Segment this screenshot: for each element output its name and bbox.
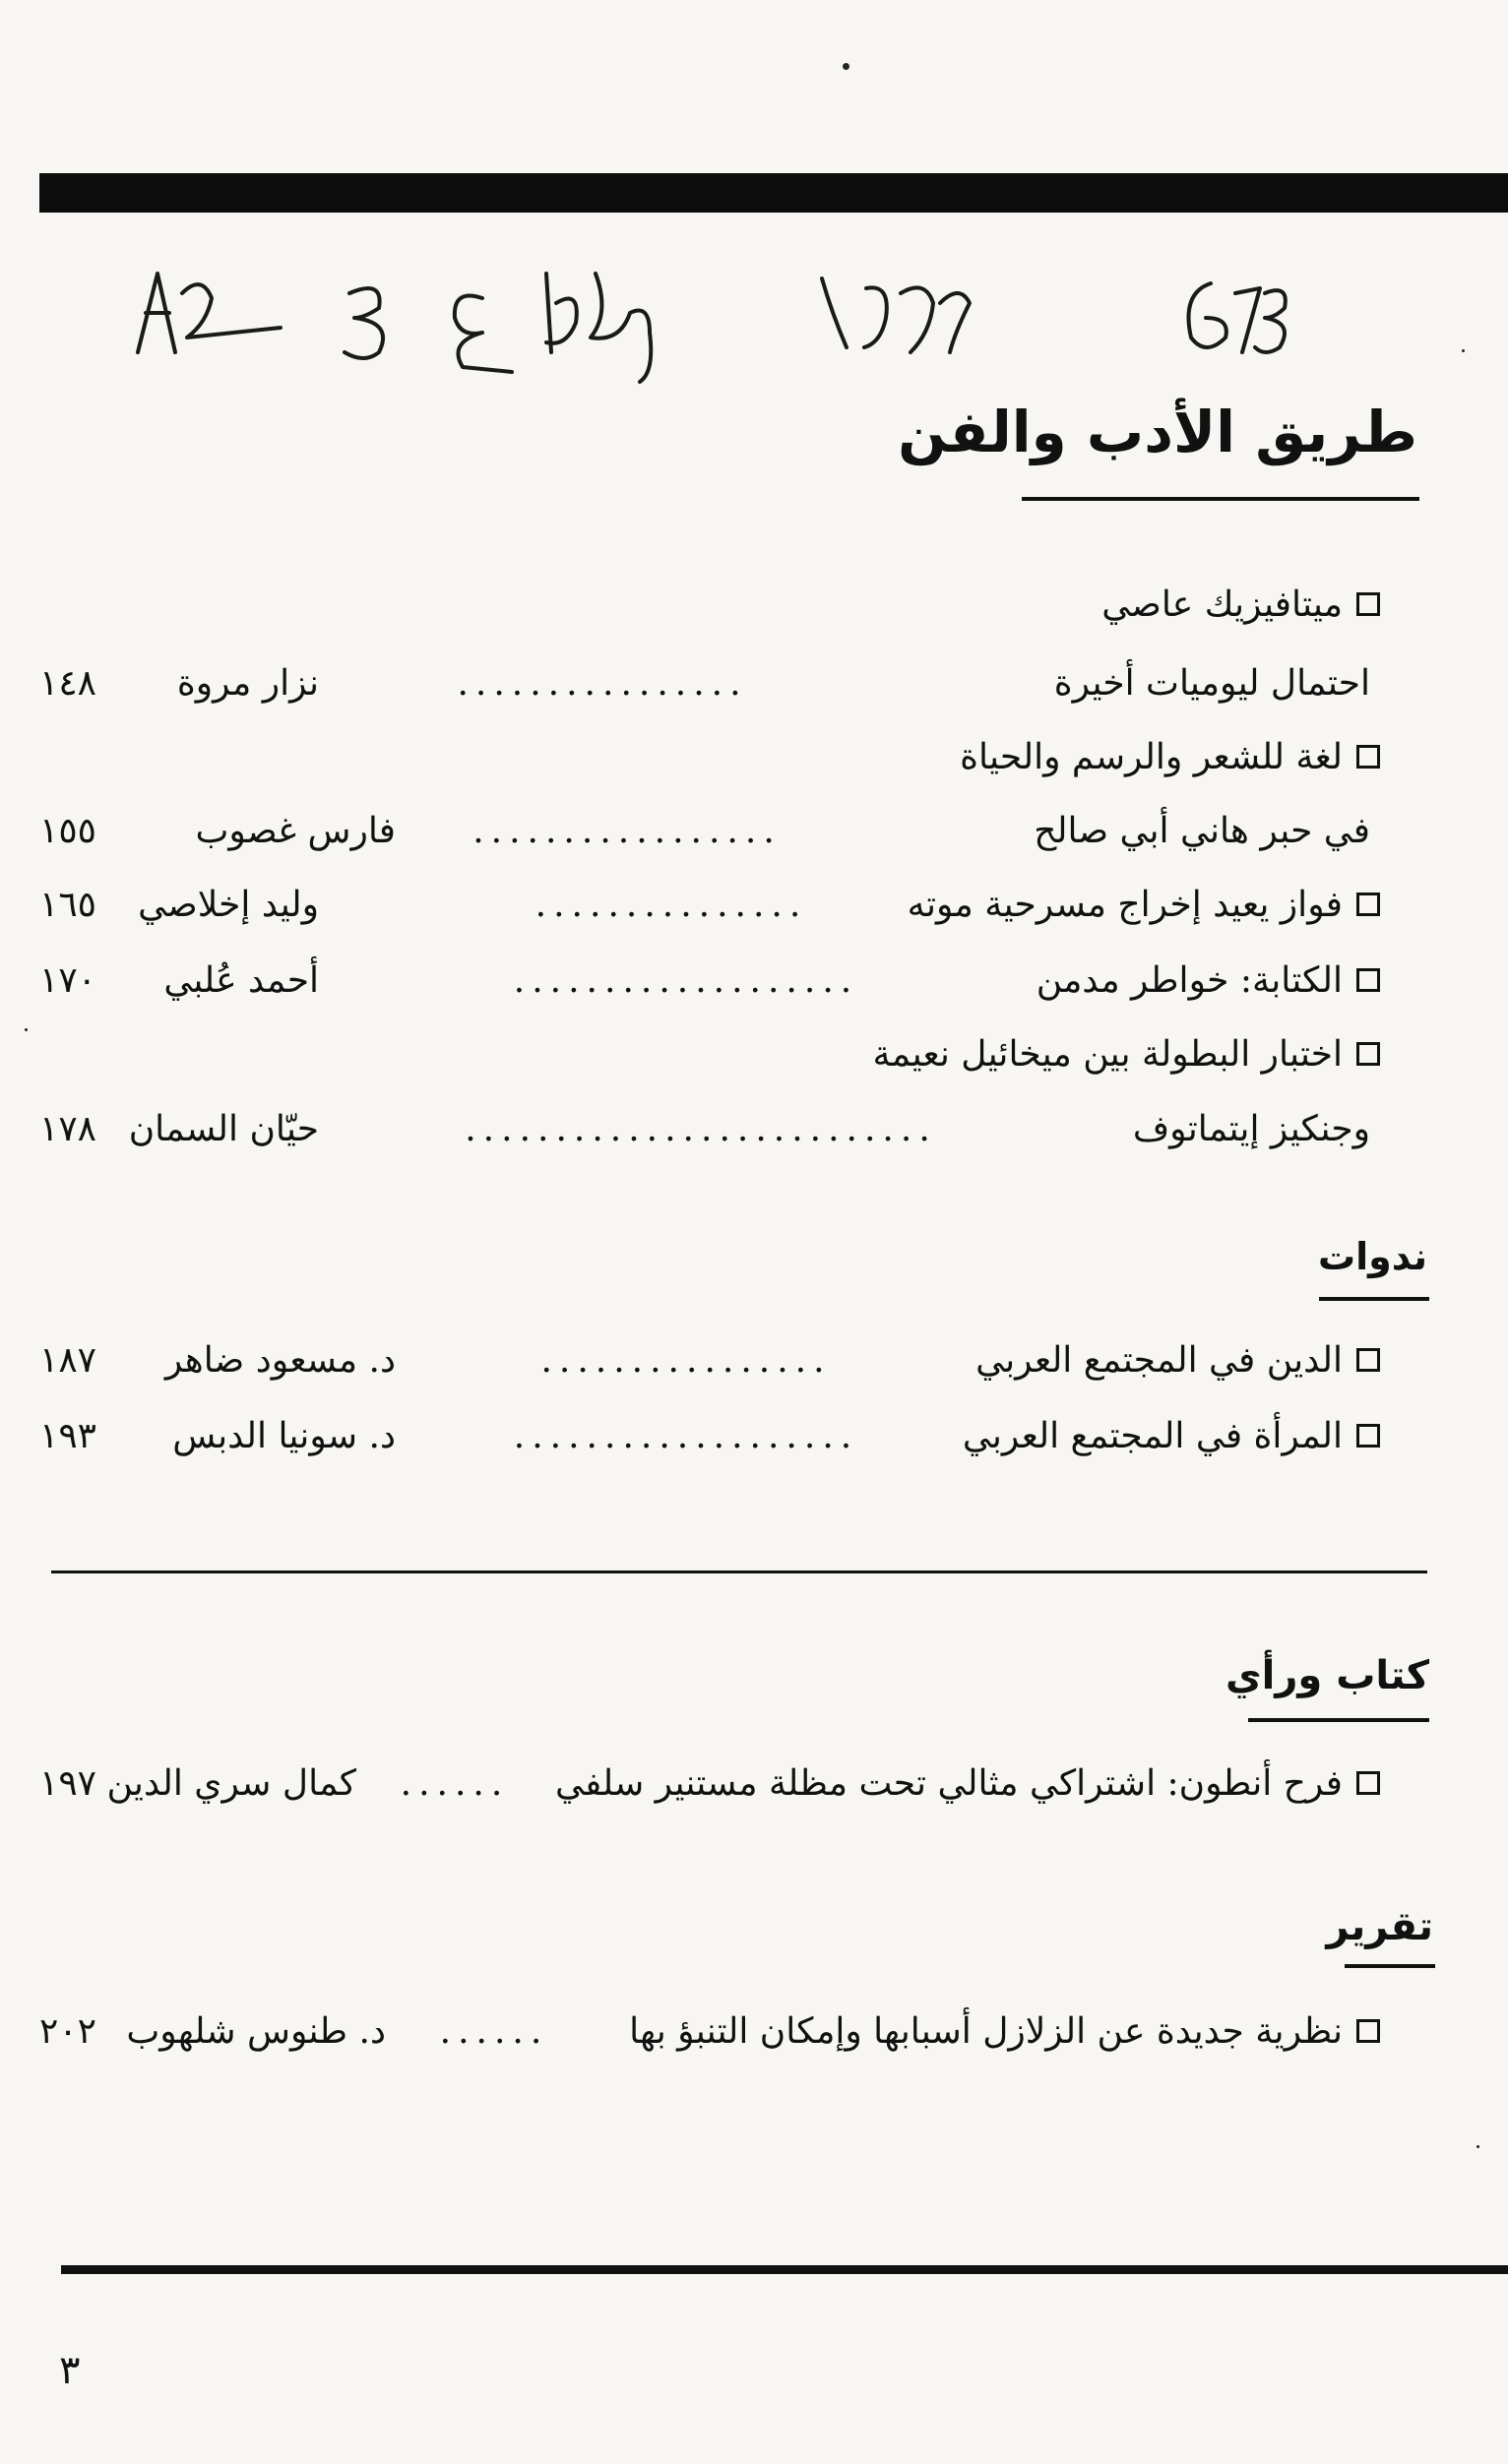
entry-title: فواز يعيد إخراج مسرحية موته [908, 871, 1380, 940]
entry-author: فارس غصوب [195, 811, 396, 851]
checkbox-icon [1356, 1424, 1380, 1448]
entry-title: اختبار البطولة بين ميخائيل نعيمة [873, 1020, 1381, 1089]
entry-title: وجنكيز إيتماتوف [1132, 1109, 1370, 1149]
checkbox-icon [1356, 1348, 1380, 1372]
entry-page-number: ١٩٣ [39, 1416, 97, 1456]
toc-entry [39, 723, 1380, 792]
toc-entry [39, 871, 1380, 940]
entry-title: ميتافيزيك عاصي [1101, 571, 1380, 640]
section-heading-nadawat: ندوات [1317, 1235, 1427, 1278]
toc-entry [39, 1020, 1380, 1089]
entry-leader-dots: .......................... [465, 1109, 937, 1149]
heading-underline [1022, 497, 1419, 501]
entry-title: لغة للشعر والرسم والحياة [960, 723, 1380, 792]
entry-leader-dots: ................... [513, 960, 859, 1001]
entry-author: د. طنوس شلهوب [126, 2011, 386, 2052]
entry-author: أحمد عُلبي [163, 960, 319, 1001]
entry-title: نظرية جديدة عن الزلازل أسبابها وإمكان التنبؤ بها [629, 1998, 1380, 2066]
entry-page-number: ١٧٠ [39, 960, 97, 1001]
checkbox-icon [1356, 745, 1380, 769]
checkbox-icon [1356, 1771, 1380, 1795]
entry-author: نزار مروة [176, 663, 319, 704]
checkbox-icon [1356, 592, 1380, 616]
entry-title: الدين في المجتمع العربي [975, 1326, 1380, 1395]
entry-leader-dots: ...... [400, 1763, 510, 1804]
entry-title: فرح أنطون: اشتراكي مثالي تحت مظلة مستنير سلفي [555, 1750, 1380, 1818]
heading-underline [1345, 1964, 1435, 1968]
section-heading-main: طريق الأدب والفن [898, 399, 1417, 465]
entry-leader-dots: ................. [472, 811, 782, 851]
entry-title: في حبر هاني أبي صالح [1034, 811, 1370, 851]
entry-page-number: ١٨٧ [39, 1340, 97, 1381]
entry-title: الكتابة: خواطر مدمن [1037, 947, 1380, 1016]
entry-page-number: ١٥٥ [39, 811, 97, 851]
entry-leader-dots: ............... [534, 885, 808, 925]
entry-page-number: ١٧٨ [39, 1109, 97, 1149]
section-heading-report: تقرير [1326, 1904, 1433, 1949]
entry-page-number: ١٦٥ [39, 885, 97, 925]
toc-entry [39, 1402, 1380, 1471]
entry-title: احتمال ليوميات أخيرة [1053, 663, 1370, 704]
section-heading-book: كتاب ورأي [1225, 1653, 1429, 1698]
scan-speck [843, 63, 849, 70]
entry-title: المرأة في المجتمع العربي [963, 1402, 1380, 1471]
toc-entry [39, 571, 1380, 640]
heading-underline [1248, 1718, 1429, 1722]
checkbox-icon [1356, 2019, 1380, 2043]
scan-speck [25, 1028, 28, 1031]
handwritten-reference [0, 244, 1508, 392]
page-number: ٣ [59, 2348, 81, 2393]
entry-author: د. مسعود ضاهر [164, 1340, 396, 1381]
entry-author: حيّان السمان [128, 1109, 319, 1149]
section-divider [51, 1571, 1427, 1573]
checkbox-icon [1356, 893, 1380, 916]
toc-entry [39, 1998, 1380, 2066]
entry-leader-dots: ................ [457, 663, 748, 704]
top-rule [39, 173, 1508, 213]
heading-underline [1319, 1297, 1429, 1301]
entry-leader-dots: ................ [540, 1340, 832, 1381]
entry-leader-dots: ................... [513, 1416, 859, 1456]
entry-author: وليد إخلاصي [138, 885, 319, 925]
entry-page-number: ٢٠٢ [39, 2011, 97, 2052]
toc-entry [39, 649, 1380, 718]
toc-entry [39, 1095, 1380, 1164]
checkbox-icon [1356, 1042, 1380, 1066]
entry-page-number: ١٩٧ [39, 1763, 97, 1804]
bottom-rule [61, 2265, 1508, 2274]
toc-entry [39, 947, 1380, 1016]
entry-page-number: ١٤٨ [39, 663, 97, 704]
entry-author: كمال سري الدين [106, 1763, 356, 1804]
entry-leader-dots: ...... [439, 2011, 549, 2052]
checkbox-icon [1356, 968, 1380, 992]
toc-entry [39, 1750, 1380, 1818]
entry-author: د. سونيا الدبس [172, 1416, 396, 1456]
scan-speck [1477, 2145, 1479, 2148]
toc-entry [39, 797, 1380, 866]
toc-entry [39, 1326, 1380, 1395]
